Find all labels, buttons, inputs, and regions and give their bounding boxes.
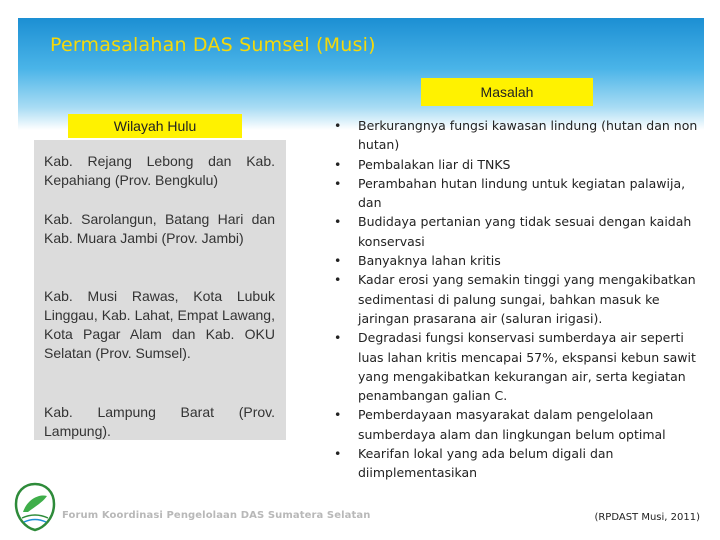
bullet-icon: •	[334, 272, 342, 288]
bullet-icon: •	[334, 407, 342, 423]
list-item: • Berkurangnya fungsi kawasan lindung (hutan dan non hutan)	[334, 118, 698, 153]
list-item: • Kearifan lokal yang ada belum digali dan diimplementasikan	[334, 446, 614, 481]
bullet-icon: •	[334, 118, 342, 133]
bullet-icon: •	[334, 214, 342, 230]
footer-source: (RPDAST Musi, 2011)	[594, 512, 700, 523]
region-jambi: Kab. Sarolangun, Batang Hari dan Kab. Muara Jambi (Prov. Jambi)	[44, 211, 275, 246]
bullet-icon: •	[334, 156, 342, 172]
list-item: • Pemberdayaan masyarakat dalam pengelolaan sumberdaya alam dan lingkungan belum optimal	[334, 407, 666, 442]
region-bengkulu: Kab. Rejang Lebong dan Kab. Kepahiang (Prov. Bengkulu)	[44, 153, 275, 188]
list-item: • Pembalakan liar di TNKS	[334, 155, 704, 174]
bullet-icon: •	[334, 253, 342, 269]
list-item: • Degradasi fungsi konservasi sumberdaya air seperti luas lahan kritis mencapai 57%, ekspansi kebun sawit yang mengakibatkan kekurangan air, serta kegiatan penambangan galian C.	[334, 330, 696, 404]
forum-logo-icon	[14, 482, 56, 532]
region-lampung: Kab. Lampung Barat (Prov. Lampung).	[44, 404, 275, 439]
list-item: • Budidaya pertanian yang tidak sesuai dengan kaidah konservasi	[334, 214, 692, 249]
bullet-icon: •	[334, 446, 342, 462]
bullet-icon: •	[334, 175, 342, 191]
footer-organization: Forum Koordinasi Pengelolaan DAS Sumatera Selatan	[62, 510, 371, 521]
problem-list	[334, 116, 704, 483]
bullet-icon: •	[334, 330, 342, 346]
list-item: • Kadar erosi yang semakin tinggi yang mengakibatkan sedimentasi di palung sungai, bahkan masuk ke jaringan prasarana air (saluran irigasi).	[334, 272, 696, 326]
list-item: • Perambahan hutan lindung untuk kegiatan palawija, dan	[334, 175, 686, 211]
page-title: Permasalahan DAS Sumsel (Musi)	[50, 34, 376, 56]
region-sumsel: Kab. Musi Rawas, Kota Lubuk Linggau, Kab. Lahat, Empat Lawang, Kota Pagar Alam dan Kab. OKU Selatan (Prov. Sumsel).	[44, 288, 275, 361]
masalah-label: Masalah	[421, 78, 593, 106]
list-item: • Banyaknya lahan kritis	[334, 251, 704, 270]
wilayah-hulu-label: Wilayah Hulu	[68, 114, 242, 138]
